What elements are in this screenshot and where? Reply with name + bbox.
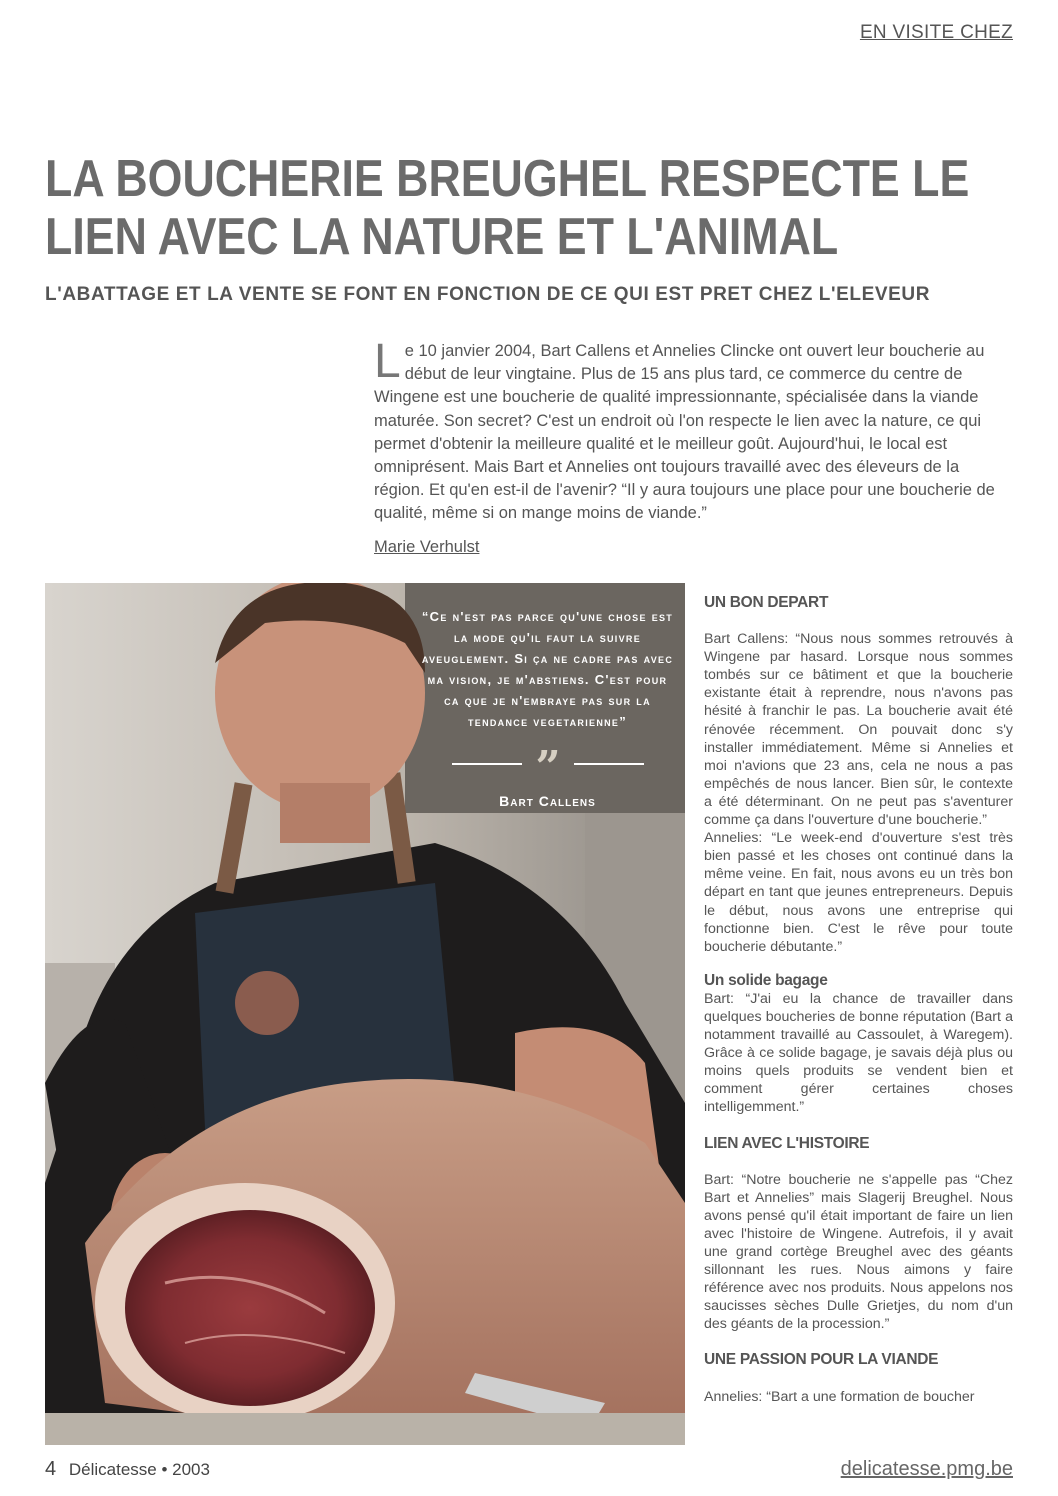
quote-line-right	[574, 763, 644, 765]
paragraph: Bart: “J'ai eu la chance de travailler dans quelques boucheries de bonne réputation (Bart a notamment travaillé au Cassoulet, à Waregem). Grâce à ce solide bagage, je savais déjà plus ou moins quels produits se vendent bien et comment gérer certaines choses intelligemment.”	[704, 990, 1013, 1116]
paragraph: Bart: “Notre boucherie ne s'appelle pas “Chez Bart et Annelies” mais Slagerij Breughel. Nous avons pensé qu'il était important de faire un lien avec l'histoire de Wingene. Autrefois, il y avait une grand cortège Breughel avec des géants sillonnant les rues. Nous aimons y faire référence avec nos produits. Nous appelons nos saucisses sèches Dulle Grietjes, du nom d'un des géants de la procession.”	[704, 1171, 1013, 1333]
quote-divider	[452, 742, 644, 793]
section-heading-bon-depart: UN BON DEPART	[704, 594, 829, 611]
publication-name: Délicatesse • 2003	[68, 1460, 210, 1479]
quote-mark-icon: ”	[535, 742, 561, 793]
page-footer	[45, 1458, 210, 1481]
website-link[interactable]: delicatesse.pmg.be	[840, 1458, 1013, 1480]
article-subtitle: L'ABATTAGE ET LA VENTE SE FONT EN FONCTION DE CE QUI EST PRET CHEZ L'ELEVEUR	[45, 284, 931, 305]
page-number: 4	[45, 1458, 57, 1480]
section-heading-passion-viande: UNE PASSION POUR LA VIANDE	[704, 1351, 939, 1369]
article-intro	[374, 335, 1014, 526]
quote-line-left	[452, 763, 522, 765]
section-heading-lien-histoire: LIEN AVEC L'HISTOIRE	[704, 1134, 870, 1152]
section-tag[interactable]: EN VISITE CHEZ	[859, 22, 1013, 43]
pull-quote: “Ce n'est pas parce qu'une chose est la mode qu'il faut la suivre aveuglement. Si ça ne cadre pas avec ma vision, je m'abstiens. C'est pour ca que je n'embraye pas sur la tendance vegetarienne”	[421, 609, 674, 729]
author-link[interactable]: Marie Verhulst	[374, 538, 480, 556]
paragraph: Annelies: “Bart a une formation de boucher	[704, 1388, 975, 1405]
quote-author: Bart Callens	[499, 793, 596, 809]
intro-dropcap: L	[374, 335, 401, 388]
article-column	[704, 594, 1013, 1406]
article-title: LA BOUCHERIE BREUGHEL RESPECTE LE LIEN AVEC LA NATURE ET L'ANIMAL	[45, 150, 970, 266]
paragraph: Annelies: “Le week-end d'ouverture s'est très bien passé et les choses ont continué dans la même veine. En fait, nous avons eu un très bon départ en tant que jeunes entrepreneurs. Depuis le début, nous avons une entreprise qui fonctionne bien. C'est le rêve pour toute boucherie débutante.”	[704, 830, 1013, 955]
section-heading-solide-bagage: Un solide bagage	[704, 971, 828, 989]
intro-text: e 10 janvier 2004, Bart Callens et Annelies Clincke ont ouvert leur boucherie au début de leur vingtaine. Plus de 15 ans plus tard, ce commerce du centre de Wingene est une boucherie de qualité impressionnante, spécialisée dans la viande maturée. Son secret? C'est un endroit où l'on respecte le lien avec la nature, ce qui permet d'obtenir la meilleure qualité et le meilleur goût. Aujourd'hui, le local est omniprésent. Mais Bart et Annelies ont toujours travaillé avec des éleveurs de la région. Et qu'en est-il de l'avenir? “Il y aura toujours une place pour une boucherie de qualité, même si on mange moins de viande.”	[374, 342, 995, 523]
paragraph: Bart Callens: “Nous nous sommes retrouvés à Wingene par hasard. Lorsque nous sommes tombés sur ce bâtiment et que la boucherie existante était à reprendre, nous n'avons pas hésité à franchir le pas. La boucherie avait été rénovée récemment. On pouvait donc s'y installer immédiatement. Même si Annelies et moi n'avions que 23 ans, cela ne nous a pas empêchés de nous lancer. Bien sûr, le contexte a été déterminant. On ne peut pas s'aventurer comme ça dans l'ouverture d'une boucherie.”	[704, 631, 1013, 829]
